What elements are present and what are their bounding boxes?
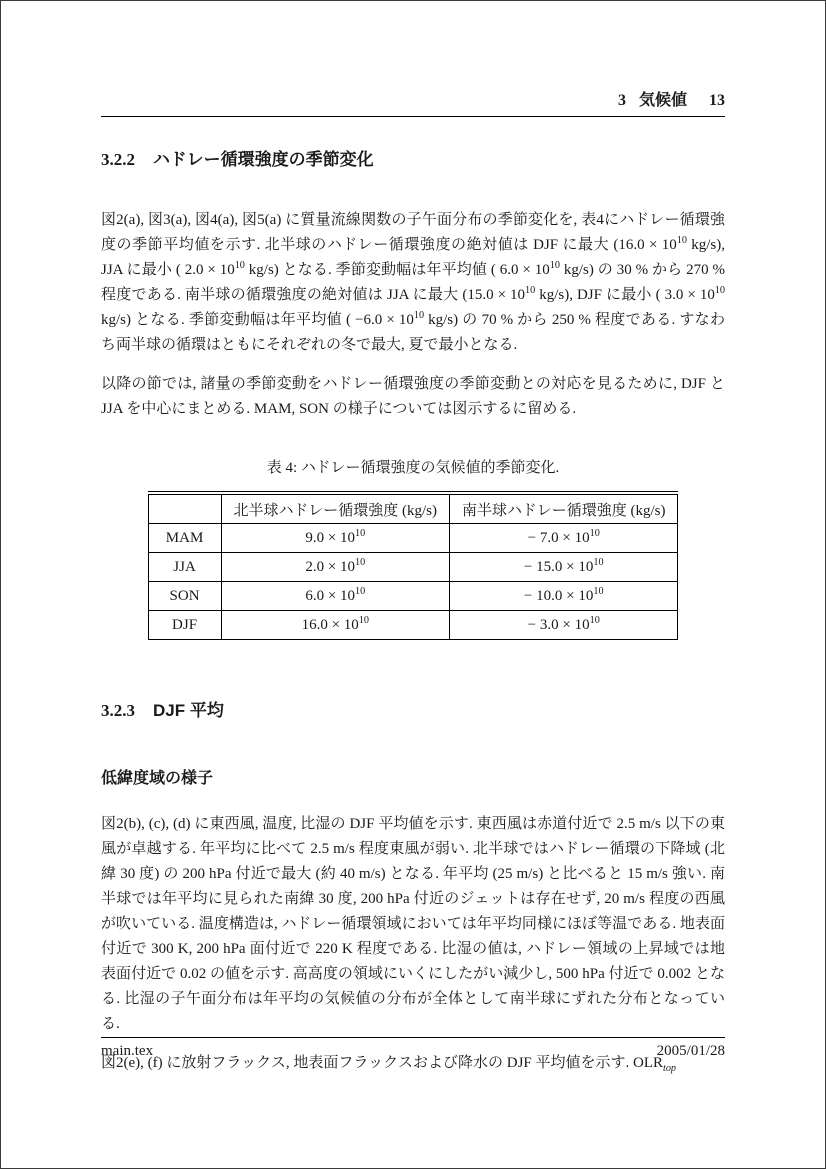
row-label-mam: MAM (148, 524, 221, 553)
cell-son-nh: $6.0 \times 10^{10}$ (221, 582, 449, 611)
table-header-nh: 北半球ハドレー循環強度 (kg/s) (221, 495, 449, 524)
cell-djf-sh: − $3.0 \times 10^{10}$ (450, 611, 678, 640)
table-header-sh: 南半球ハドレー循環強度 (kg/s) (450, 495, 678, 524)
section-title: ハドレー循環強度の季節変化 (153, 150, 374, 169)
section-heading-323 (101, 696, 725, 721)
row-label-jja: JJA (148, 553, 221, 582)
section-title: DJF 平均 (153, 701, 224, 720)
running-head-section-title: 気候値 (638, 92, 687, 109)
paragraph-seasonal-variation: 図2(a), 図3(a), 図4(a), 図5(a) に質量流線関数の子午面分布の季節変化を, 表4にハドレー循環強度の季節平均値を示す. 北半球のハドレー循環強度の絶対値は DJF に最大 ($16.0 \times 10^{10}$ kg/s), JJA に最小 ( $2.0 \times 10^{10}$ kg/s) となる. 季節変動幅は年平均値 ( $6.0 \times 10^{10}$ kg/s) の 30 % から 270 % 程度である. 南半球の循環強度の絶対値は JJA に最大 ($15.0 \times 10^{10}$ kg/s), DJF に最小 ( $3.0 \times 10^{10}$ kg/s) となる. 季節変動幅は年平均値 ( $-6.0 \times 10^{10}$ kg/s) の 70 % から 250 % 程度である. すなわち両半球の循環はともにそれぞれの冬で最大, 夏で最小となる. (101, 212, 726, 353)
row-label-djf: DJF (148, 611, 221, 640)
section-number: 3.2.2 (101, 150, 135, 169)
row-label-son: SON (148, 582, 221, 611)
page-number: 13 (709, 92, 725, 109)
table-row (148, 582, 678, 611)
page-footer (101, 1037, 725, 1060)
paragraph-djf-fields: 図2(b), (c), (d) に東西風, 温度, 比湿の DJF 平均値を示す. 東西風は赤道付近で 2.5 m/s 以下の東風が卓越する. 年平均に比べて 2.5 m/s 程度東風が弱い. 北半球ではハドレー循環の下降域 (北緯 30 度) の 200 hPa 付近で最大 (約 40 m/s) となる. 年平均 (25 m/s) と比べると 15 m/s 強い. 南半球では年平均に見られた南緯 30 度, 200 hPa 付近のジェットは存在せず, 20 m/s 程度の西風が吹いている. 温度構造は, ハドレー循環領域においては年平均同様にほぼ等温である. 地表面付近で 300 K, 200 hPa 面付近で 220 K 程度である. 比湿の値は, ハドレー領域の上昇域では地表面付近で 0.02 の値を示す. 高高度の領域にいくにしたがい減少し, 500 hPa 付近で 0.002 となる. 比湿の子午面分布は年平均の気候値の分布が全体として南半球にずれた分布となっている. (101, 816, 725, 1032)
cell-djf-nh: $16.0 \times 10^{10}$ (221, 611, 449, 640)
table-header-empty (148, 495, 221, 524)
table-row (148, 611, 678, 640)
section-heading-322 (101, 145, 725, 170)
table-row (148, 553, 678, 582)
cell-son-sh: − $10.0 \times 10^{10}$ (450, 582, 678, 611)
section-number: 3.2.3 (101, 701, 135, 720)
paragraph-following-sections: 以降の節では, 諸量の季節変動をハドレー循環強度の季節変動との対応を見るために, DJF と JJA を中心にまとめる. MAM, SON の様子については図示するに留める. (101, 376, 725, 417)
table-row (148, 524, 678, 553)
cell-mam-nh: $9.0 \times 10^{10}$ (221, 524, 449, 553)
table-header-row (148, 495, 678, 524)
table-caption: 表 4: ハドレー循環強度の気候値的季節変化. (266, 460, 560, 476)
cell-jja-nh: $2.0 \times 10^{10}$ (221, 553, 449, 582)
running-head-section-number: 3 (617, 92, 626, 109)
cell-mam-sh: − $7.0 \times 10^{10}$ (450, 524, 678, 553)
footer-date: 2005/01/28 (656, 1043, 725, 1059)
paragraph-flux-precip: 図2(e), (f) に放射フラックス, 地表面フラックスおよび降水の DJF 平均値を示す. $OLR_{top}$ (101, 1055, 677, 1074)
cell-jja-sh: − $15.0 \times 10^{10}$ (450, 553, 678, 582)
table-hadley-strength (148, 491, 679, 640)
subsection-heading-low-latitude: 低緯度域の様子 (101, 770, 214, 787)
page-header (101, 1, 725, 117)
footer-filename: main.tex (101, 1043, 154, 1059)
